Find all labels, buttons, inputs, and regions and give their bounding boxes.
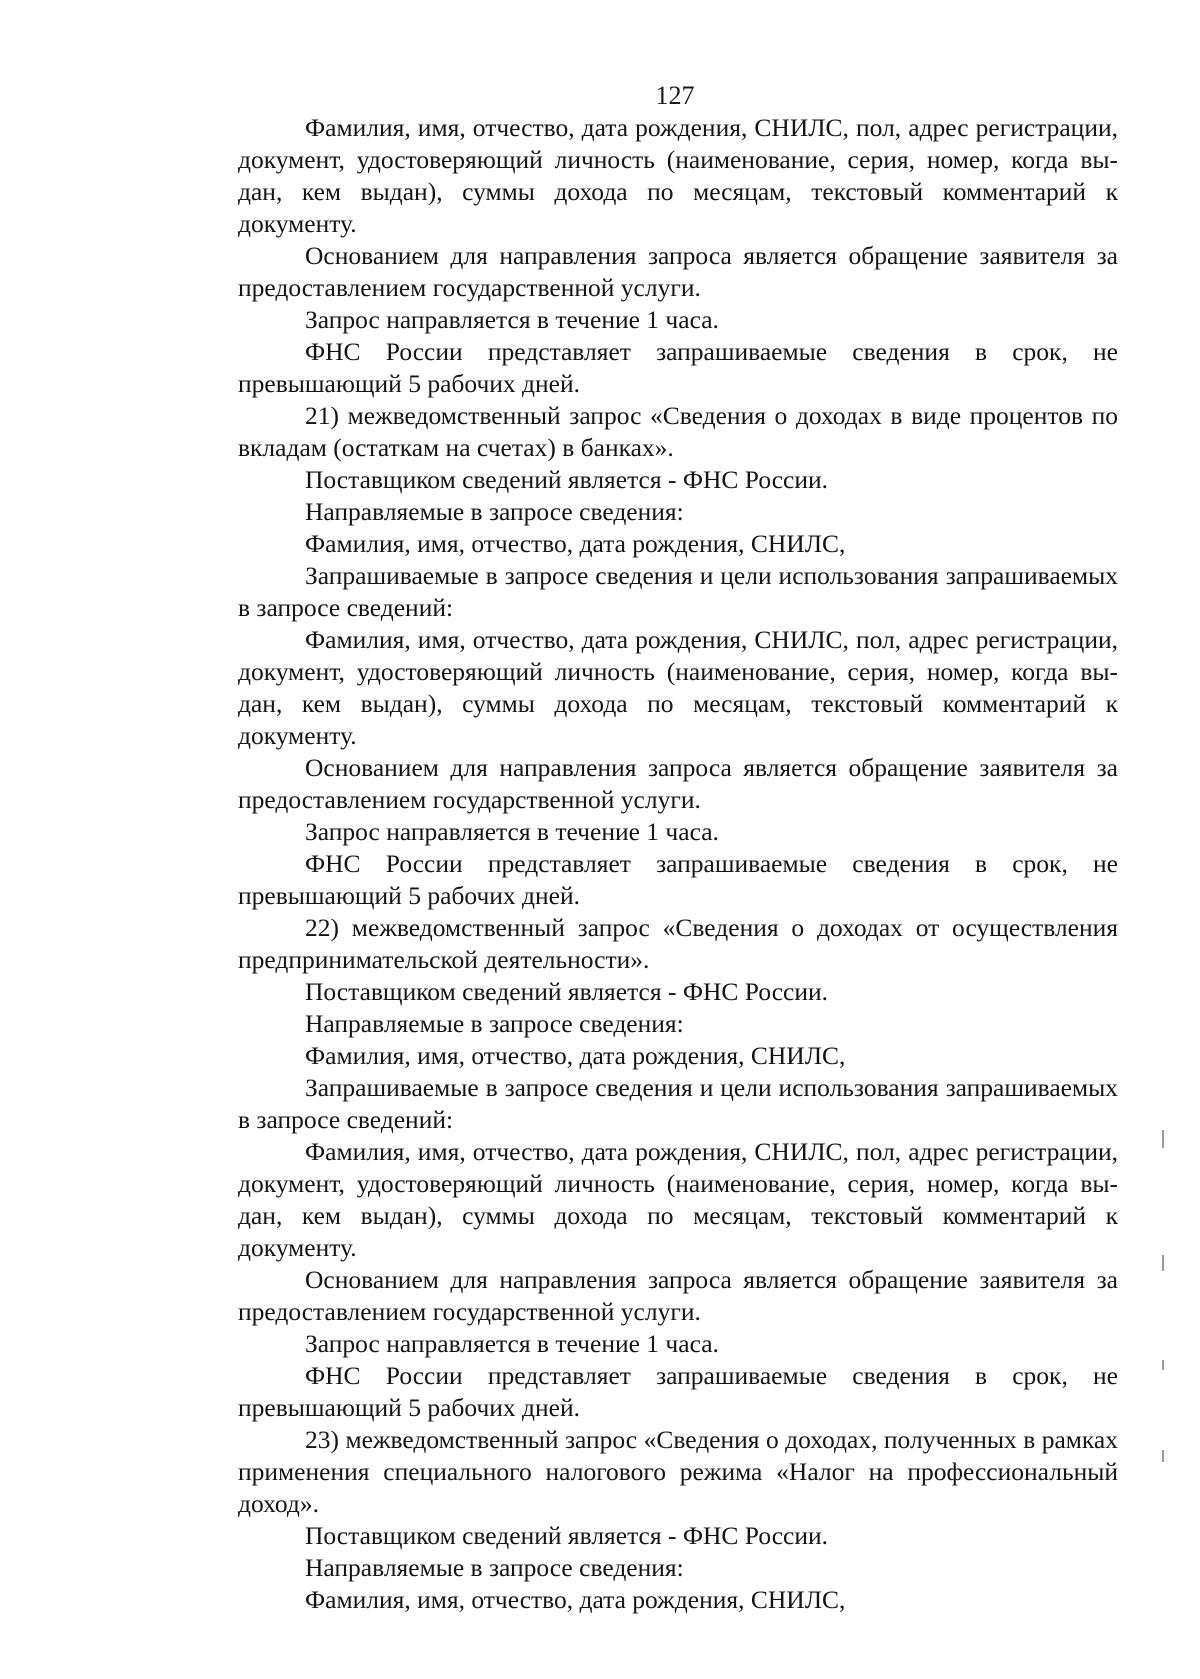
paragraph-26: Фамилия, имя, отчество, дата рождения, СНИЛС, [305, 1585, 846, 1614]
paragraph-8: Фамилия, имя, отчество, дата рождения, СНИЛС, [305, 529, 846, 558]
scan-mark [1162, 1360, 1164, 1370]
paragraph-12: Запрос направляется в течение 1 часа. [305, 817, 719, 846]
paragraph-17: Фамилия, имя, отчество, дата рождения, СНИЛС, [305, 1041, 846, 1070]
paragraph-23: 23) межведомственный запрос «Сведения о доходах, полученных в рамках применения специального налогового режима «Налог на профессиональный доход». [238, 1425, 1118, 1518]
paragraph-5: 21) межведомственный запрос «Сведения о доходах в виде процентов по вкладам (остаткам на счетах) в банках». [238, 401, 1118, 462]
paragraph-10: Фамилия, имя, отчество, дата рождения, СНИЛС, пол, адрес регистрации, документ, удостоверяющий личность (наименование, серия, номер, когда вы-дан, кем выдан), суммы дохода по месяцам, текстовый комментарий к документу. [238, 625, 1118, 750]
scan-mark [1162, 1255, 1164, 1271]
paragraph-19: Фамилия, имя, отчество, дата рождения, СНИЛС, пол, адрес регистрации, документ, удостоверяющий личность (наименование, серия, номер, когда вы-дан, кем выдан), суммы дохода по месяцам, текстовый комментарий к документу. [238, 1137, 1118, 1262]
paragraph-9: Запрашиваемые в запросе сведения и цели использования запрашиваемых в запросе сведений: [238, 561, 1118, 622]
paragraph-22: ФНС России представляет запрашиваемые сведения в срок, не превышающий 5 рабочих дней. [238, 1361, 1118, 1422]
paragraph-1: Фамилия, имя, отчество, дата рождения, СНИЛС, пол, адрес регистрации, документ, удостоверяющий личность (наименование, серия, номер, когда вы-дан, кем выдан), суммы дохода по месяцам, текстовый комментарий к документу. [238, 113, 1118, 238]
paragraph-24: Поставщиком сведений является - ФНС России. [305, 1521, 829, 1550]
paragraph-6: Поставщиком сведений является - ФНС России. [305, 465, 829, 494]
paragraph-4: ФНС России представляет запрашиваемые сведения в срок, не превышающий 5 рабочих дней. [238, 337, 1118, 398]
paragraph-2: Основанием для направления запроса является обращение заявителя за предоставлением государственной услуги. [238, 241, 1118, 302]
document-body [238, 112, 1118, 1616]
paragraph-13: ФНС России представляет запрашиваемые сведения в срок, не превышающий 5 рабочих дней. [238, 849, 1118, 910]
paragraph-18: Запрашиваемые в запросе сведения и цели использования запрашиваемых в запросе сведений: [238, 1073, 1118, 1134]
paragraph-3: Запрос направляется в течение 1 часа. [305, 305, 719, 334]
paragraph-16: Направляемые в запросе сведения: [305, 1009, 684, 1038]
page-number: 127 [655, 81, 695, 110]
paragraph-11: Основанием для направления запроса является обращение заявителя за предоставлением государственной услуги. [238, 753, 1118, 814]
paragraph-14: 22) межведомственный запрос «Сведения о доходах от осуществления предпринимательской деятельности». [238, 913, 1118, 974]
paragraph-20: Основанием для направления запроса является обращение заявителя за предоставлением государственной услуги. [238, 1265, 1118, 1326]
paragraph-15: Поставщиком сведений является - ФНС России. [305, 977, 829, 1006]
scan-mark [1162, 1130, 1164, 1148]
paragraph-25: Направляемые в запросе сведения: [305, 1553, 684, 1582]
paragraph-7: Направляемые в запросе сведения: [305, 497, 684, 526]
paragraph-21: Запрос направляется в течение 1 часа. [305, 1329, 719, 1358]
scan-mark [1162, 1450, 1164, 1462]
